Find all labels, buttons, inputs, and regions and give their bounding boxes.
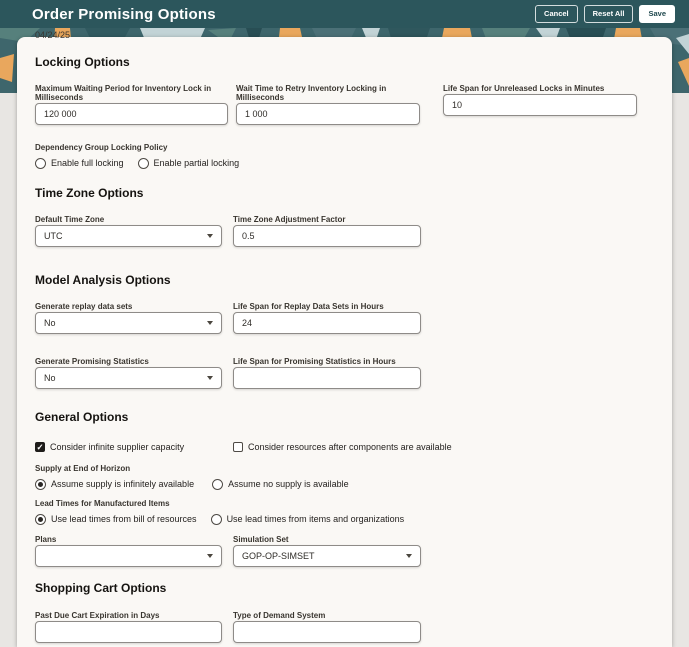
simulation-set-select[interactable]: [233, 545, 421, 567]
field-wait-time-retry: [236, 84, 420, 125]
lead-times-label: Lead Times for Manufactured Items: [35, 499, 170, 508]
field-label: Past Due Cart Expiration in Days: [35, 611, 160, 620]
options-form-card: [17, 30, 672, 647]
field-tz-adjustment: [233, 215, 421, 247]
radio-selected-icon[interactable]: [35, 514, 46, 525]
cancel-button[interactable]: Cancel: [535, 5, 578, 23]
field-simulation-set: [233, 535, 421, 567]
field-label: Generate Promising Statistics: [35, 357, 149, 366]
field-label: Life Span for Unreleased Locks in Minutes: [443, 84, 605, 93]
checkbox-infinite-supplier-capacity[interactable]: [35, 441, 233, 453]
checkbox-unchecked-icon[interactable]: [233, 442, 243, 452]
supply-horizon-label: Supply at End of Horizon: [35, 464, 131, 473]
checkbox-label: Consider resources after components are available: [248, 442, 452, 452]
select-value: GOP-OP-SIMSET: [242, 551, 315, 561]
field-demand-system-type: [233, 611, 421, 643]
radio-icon[interactable]: [211, 514, 222, 525]
max-waiting-period-input[interactable]: [35, 103, 228, 125]
supply-horizon-options: [35, 478, 654, 490]
generate-stats-select[interactable]: [35, 367, 222, 389]
stats-lifespan-input[interactable]: [233, 367, 421, 389]
section-heading-shopping-cart: Shopping Cart Options: [35, 581, 167, 595]
radio-label: Use lead times from items and organizations: [226, 514, 405, 524]
radio-icon[interactable]: [35, 158, 46, 169]
default-timezone-select[interactable]: [35, 225, 222, 247]
radio-icon[interactable]: [138, 158, 149, 169]
chevron-down-icon: [207, 554, 213, 558]
save-button[interactable]: Save: [639, 5, 675, 23]
field-unreleased-locks-lifespan: [443, 84, 637, 125]
section-heading-timezone: Time Zone Options: [35, 186, 144, 200]
field-default-timezone: [35, 215, 222, 247]
replay-lifespan-input[interactable]: [233, 312, 421, 334]
field-label: Maximum Waiting Period for Inventory Lock in Milliseconds: [35, 84, 212, 102]
chevron-down-icon: [207, 376, 213, 380]
field-generate-stats: [35, 357, 222, 389]
checkbox-label: Consider infinite supplier capacity: [50, 442, 185, 452]
model-analysis-row-1: [35, 302, 654, 334]
field-stats-lifespan: [233, 357, 421, 389]
radio-enable-full-locking[interactable]: [35, 157, 124, 169]
shopping-cart-row: [35, 611, 654, 643]
field-label: Simulation Set: [233, 535, 289, 544]
lead-times-options: [35, 513, 654, 525]
unreleased-locks-lifespan-input[interactable]: [443, 94, 637, 116]
radio-label: Use lead times from bill of resources: [51, 514, 197, 524]
locking-fields-row: [35, 84, 654, 125]
field-label: Type of Demand System: [233, 611, 326, 620]
radio-selected-icon[interactable]: [35, 479, 46, 490]
field-label: Life Span for Promising Statistics in Hours: [233, 357, 396, 366]
chevron-down-icon: [406, 554, 412, 558]
radio-label: Enable full locking: [51, 158, 124, 168]
demand-system-type-input[interactable]: [233, 621, 421, 643]
general-checkbox-row: [35, 441, 654, 453]
plans-row: [35, 535, 654, 567]
radio-label: Enable partial locking: [153, 158, 240, 168]
field-past-due-expiration: [35, 611, 222, 643]
plans-select[interactable]: [35, 545, 222, 567]
radio-assume-supply-infinite[interactable]: [35, 478, 194, 490]
field-label: Generate replay data sets: [35, 302, 133, 311]
chevron-down-icon: [207, 321, 213, 325]
wait-time-retry-input[interactable]: [236, 103, 420, 125]
tz-adjustment-input[interactable]: [233, 225, 421, 247]
checkbox-checked-icon[interactable]: [35, 442, 45, 452]
field-label: Time Zone Adjustment Factor: [233, 215, 346, 224]
past-due-expiration-input[interactable]: [35, 621, 222, 643]
dependency-policy-options: [35, 157, 654, 169]
timezone-fields-row: [35, 215, 654, 247]
header-actions: [535, 5, 675, 23]
field-replay-lifespan: [233, 302, 421, 334]
checkbox-resources-after-components[interactable]: [233, 441, 452, 453]
page-header: [0, 0, 689, 28]
field-label: Wait Time to Retry Inventory Locking in Milliseconds: [236, 84, 387, 102]
section-heading-general: General Options: [35, 410, 129, 424]
radio-label: Assume supply is infinitely available: [51, 479, 195, 489]
field-generate-replay: [35, 302, 222, 334]
radio-icon[interactable]: [212, 479, 223, 490]
model-analysis-row-2: [35, 357, 654, 389]
field-max-waiting-period: [35, 84, 228, 125]
select-value: No: [44, 318, 56, 328]
reset-all-button[interactable]: Reset All: [584, 5, 634, 23]
field-label: Plans: [35, 535, 57, 544]
radio-enable-partial-locking[interactable]: [138, 157, 240, 169]
section-heading-locking: Locking Options: [35, 55, 130, 69]
radio-assume-no-supply[interactable]: [212, 478, 349, 490]
field-label: Default Time Zone: [35, 215, 105, 224]
page-title: Order Promising Options: [32, 5, 216, 23]
radio-label: Assume no supply is available: [228, 479, 349, 489]
section-heading-model-analysis: Model Analysis Options: [35, 273, 171, 287]
clipped-scrolled-text: 04/24/25: [35, 30, 71, 40]
field-label: Life Span for Replay Data Sets in Hours: [233, 302, 384, 311]
dependency-policy-label: Dependency Group Locking Policy: [35, 143, 168, 152]
select-value: UTC: [44, 231, 63, 241]
radio-lead-times-bill-of-resources[interactable]: [35, 513, 197, 525]
field-plans: [35, 535, 222, 567]
generate-replay-select[interactable]: [35, 312, 222, 334]
chevron-down-icon: [207, 234, 213, 238]
radio-lead-times-items-orgs[interactable]: [211, 513, 405, 525]
select-value: No: [44, 373, 56, 383]
